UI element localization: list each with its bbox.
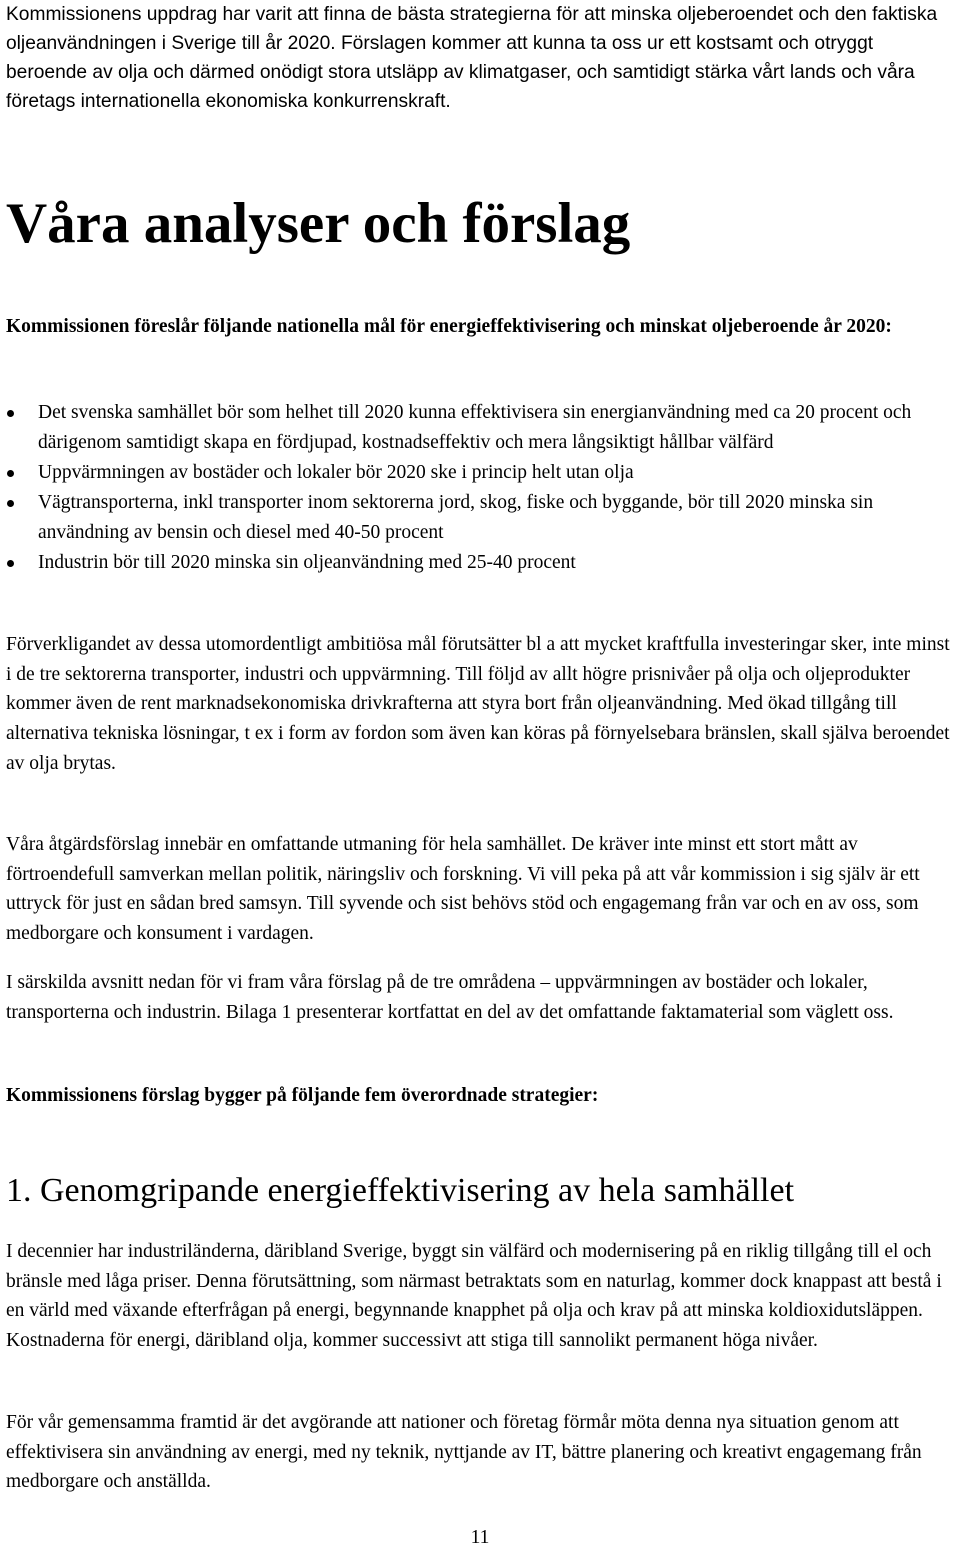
goal-item-1 bbox=[6, 398, 956, 458]
section-heading: 1. Genomgripande energieffektivisering av hela samhället bbox=[6, 1172, 795, 1209]
bullet-icon bbox=[7, 410, 14, 417]
body-paragraph-2: Våra åtgärdsförslag innebär en omfattande utmaning för hela samhället. De kräver inte minst ett stort mått av förtroendefull samverkan mellan politik, näringsliv och forskning. Vi vill peka på att vår kommission i sig själv är ett uttryck för just en sådan bred samsyn. Till syvende och sist behövs stöd och engagemang från var och en av oss, som medborgare och konsument i vardagen. bbox=[6, 834, 920, 945]
goal-item-4 bbox=[6, 548, 956, 578]
goal-text-1: Det svenska samhället bör som helhet till 2020 kunna effektivisera sin energianvändning med ca 20 procent och därigenom samtidigt skapa en fördjupad, kostnadseffektiv och mera långsiktigt hållbar välfärd bbox=[38, 402, 912, 453]
goal-item-3 bbox=[6, 488, 956, 548]
bullet-icon bbox=[7, 470, 14, 477]
goal-text-4: Industrin bör till 2020 minska sin oljeanvändning med 25-40 procent bbox=[38, 552, 576, 573]
page-number: 11 bbox=[470, 1527, 490, 1548]
goals-lead: Kommissionen föreslår följande nationella mål för energieffektivisering och minskat oljeberoende år 2020: bbox=[6, 316, 892, 337]
goal-item-2 bbox=[6, 458, 956, 488]
intro-paragraph: Kommissionens uppdrag har varit att finna de bästa strategierna för att minska oljeberoendet och den faktiska oljeanvändningen i Sverige till år 2020. Förslagen kommer att kunna ta oss ur ett kostsamt och otryggt beroende av olja och därmed onödigt stora utsläpp av klimatgaser, och samtidigt stärka vårt lands och våra företags internationella ekonomiska konkurrenskraft. bbox=[6, 4, 938, 112]
goal-text-2: Uppvärmningen av bostäder och lokaler bör 2020 ske i princip helt utan olja bbox=[38, 462, 634, 483]
goals-list bbox=[6, 398, 956, 578]
body-paragraph-3: I särskilda avsnitt nedan för vi fram våra förslag på de tre områdena – uppvärmningen av bostäder och lokaler, transporterna och industrin. Bilaga 1 presenterar kortfattat en del av det omfattande faktamaterial som väglett oss. bbox=[6, 972, 894, 1023]
section-paragraph-2: För vår gemensamma framtid är det avgörande att nationer och företag förmår möta denna nya situation genom att effektivisera sin användning av energi, med ny teknik, nyttjande av IT, bättre planering och kreativt engagemang från medborgare och anställda. bbox=[6, 1412, 922, 1493]
strategies-lead: Kommissionens förslag bygger på följande fem överordnade strategier: bbox=[6, 1085, 599, 1106]
section-paragraph-1: I decennier har industriländerna, däribland Sverige, byggt sin välfärd och modernisering på en riklig tillgång till el och bränsle med låga priser. Denna förutsättning, som närmast betraktats som en naturlag, kommer dock knappast att bestå i en värld med växande efterfrågan på energi, begynnande knapphet på olja och krav på att minska koldioxidutsläppen. Kostnaderna för energi, däribland olja, kommer successivt att stiga till sannolikt permanent höga nivåer. bbox=[6, 1241, 942, 1352]
body-paragraph-1: Förverkligandet av dessa utomordentligt ambitiösa mål förutsätter bl a att mycket kraftfulla investeringar sker, inte minst i de tre sektorerna transporter, industri och uppvärmning. Till följd av allt högre prisnivåer på olja och oljeprodukter kommer även de rent marknadsekonomiska drivkrafterna att styra bort från oljeanvändning. Med ökad tillgång till alternativa tekniska lösningar, t ex i form av fordon som även kan köras på förnyelsebara bränslen, skall själva beroendet av olja brytas. bbox=[6, 634, 950, 774]
bullet-icon bbox=[7, 500, 14, 507]
goal-text-3: Vägtransporterna, inkl transporter inom sektorerna jord, skog, fiske och byggande, bör till 2020 minska sin användning av bensin och diesel med 40-50 procent bbox=[38, 492, 874, 543]
bullet-icon bbox=[7, 560, 14, 567]
main-heading: Våra analyser och förslag bbox=[6, 192, 631, 255]
